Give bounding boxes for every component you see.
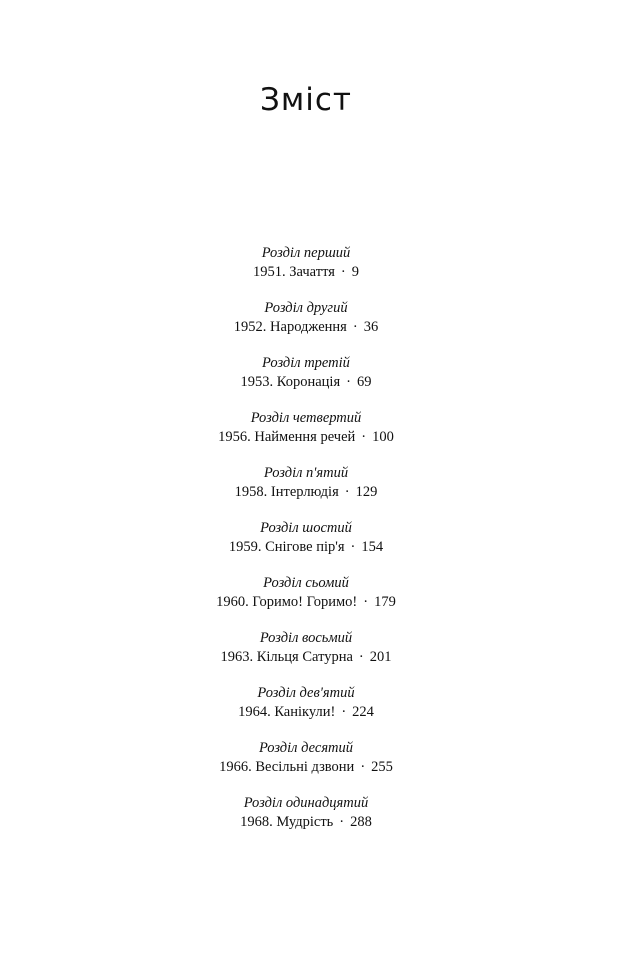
chapter-title: Снігове пір'я [265, 539, 345, 555]
chapter-title: Коронація [276, 374, 341, 390]
chapter-label: Розділ третій [262, 355, 350, 371]
page-title: Зміст [260, 82, 352, 118]
separator-dot: · [341, 704, 347, 720]
chapter-line [0, 483, 612, 502]
chapter-line [0, 373, 612, 392]
page-number: 154 [361, 539, 384, 555]
chapter-label: Розділ четвертий [250, 410, 362, 426]
page-number: 201 [369, 649, 392, 665]
chapter-line [0, 318, 612, 337]
separator-dot: · [339, 814, 345, 830]
chapter-title: Інтерлюдія [270, 484, 339, 500]
page-number: 255 [371, 759, 393, 775]
chapter-label: Розділ сьомий [263, 575, 349, 591]
toc-entry [0, 574, 612, 612]
chapter-line [0, 263, 612, 282]
toc-entry [0, 244, 612, 282]
chapter-title: Кільця Сатурна [256, 649, 353, 665]
page-number: 288 [350, 814, 372, 830]
chapter-year: 1952. [233, 319, 267, 335]
chapter-year: 1951. [253, 264, 286, 280]
chapter-year: 1964. [238, 704, 271, 720]
chapter-year: 1959. [228, 539, 262, 555]
chapter-year: 1953. [240, 374, 274, 390]
toc-entry [0, 299, 612, 337]
page-number: 69 [356, 374, 372, 390]
page-number: 100 [372, 429, 394, 445]
toc-entry [0, 519, 612, 557]
chapter-label: Розділ десятий [258, 740, 354, 756]
page-number: 179 [374, 594, 396, 610]
toc-entry [0, 794, 612, 832]
separator-dot: · [340, 264, 346, 280]
toc-entry [0, 739, 612, 777]
page-number: 36 [363, 319, 379, 335]
separator-dot: · [363, 594, 369, 610]
chapter-label: Розділ перший [261, 245, 351, 261]
toc-entry [0, 629, 612, 667]
chapter-label: Розділ одинадцятий [243, 795, 369, 811]
table-of-contents [0, 244, 612, 849]
chapter-label: Розділ дев'ятий [257, 685, 355, 701]
chapter-line [0, 538, 612, 557]
separator-dot: · [360, 759, 366, 775]
chapter-title: Мудрість [276, 814, 334, 830]
page-number: 129 [355, 484, 378, 500]
chapter-year: 1958. [234, 484, 268, 500]
chapter-year: 1966. [219, 759, 252, 775]
separator-dot: · [344, 484, 350, 500]
chapter-line [0, 428, 612, 447]
toc-entry [0, 354, 612, 392]
chapter-line [0, 648, 612, 667]
chapter-year: 1960. [216, 594, 249, 610]
separator-dot: · [346, 374, 351, 390]
toc-entry [0, 464, 612, 502]
separator-dot: · [361, 429, 367, 445]
chapter-line [0, 593, 612, 612]
separator-dot: · [352, 319, 358, 335]
chapter-year: 1963. [220, 649, 254, 665]
chapter-title: Канікули! [274, 704, 336, 720]
page-number: 9 [351, 264, 359, 280]
chapter-line [0, 703, 612, 722]
page-number: 224 [352, 704, 374, 720]
chapter-title: Зачаття [289, 264, 335, 280]
chapter-label: Розділ шостий [260, 520, 352, 536]
chapter-title: Весільні дзвони [255, 759, 355, 775]
chapter-label: Розділ восьмий [259, 630, 353, 646]
toc-entry [0, 684, 612, 722]
chapter-line [0, 758, 612, 777]
chapter-year: 1968. [240, 814, 273, 830]
chapter-line [0, 813, 612, 832]
chapter-year: 1956. [218, 429, 251, 445]
toc-entry [0, 409, 612, 447]
chapter-title: Наймення речей [254, 429, 356, 445]
separator-dot: · [350, 539, 356, 555]
chapter-title: Горимо! Горимо! [252, 594, 358, 610]
chapter-title: Народження [270, 319, 347, 335]
separator-dot: · [358, 649, 364, 665]
chapter-label: Розділ другий [264, 300, 348, 316]
chapter-label: Розділ п'ятий [263, 465, 349, 481]
